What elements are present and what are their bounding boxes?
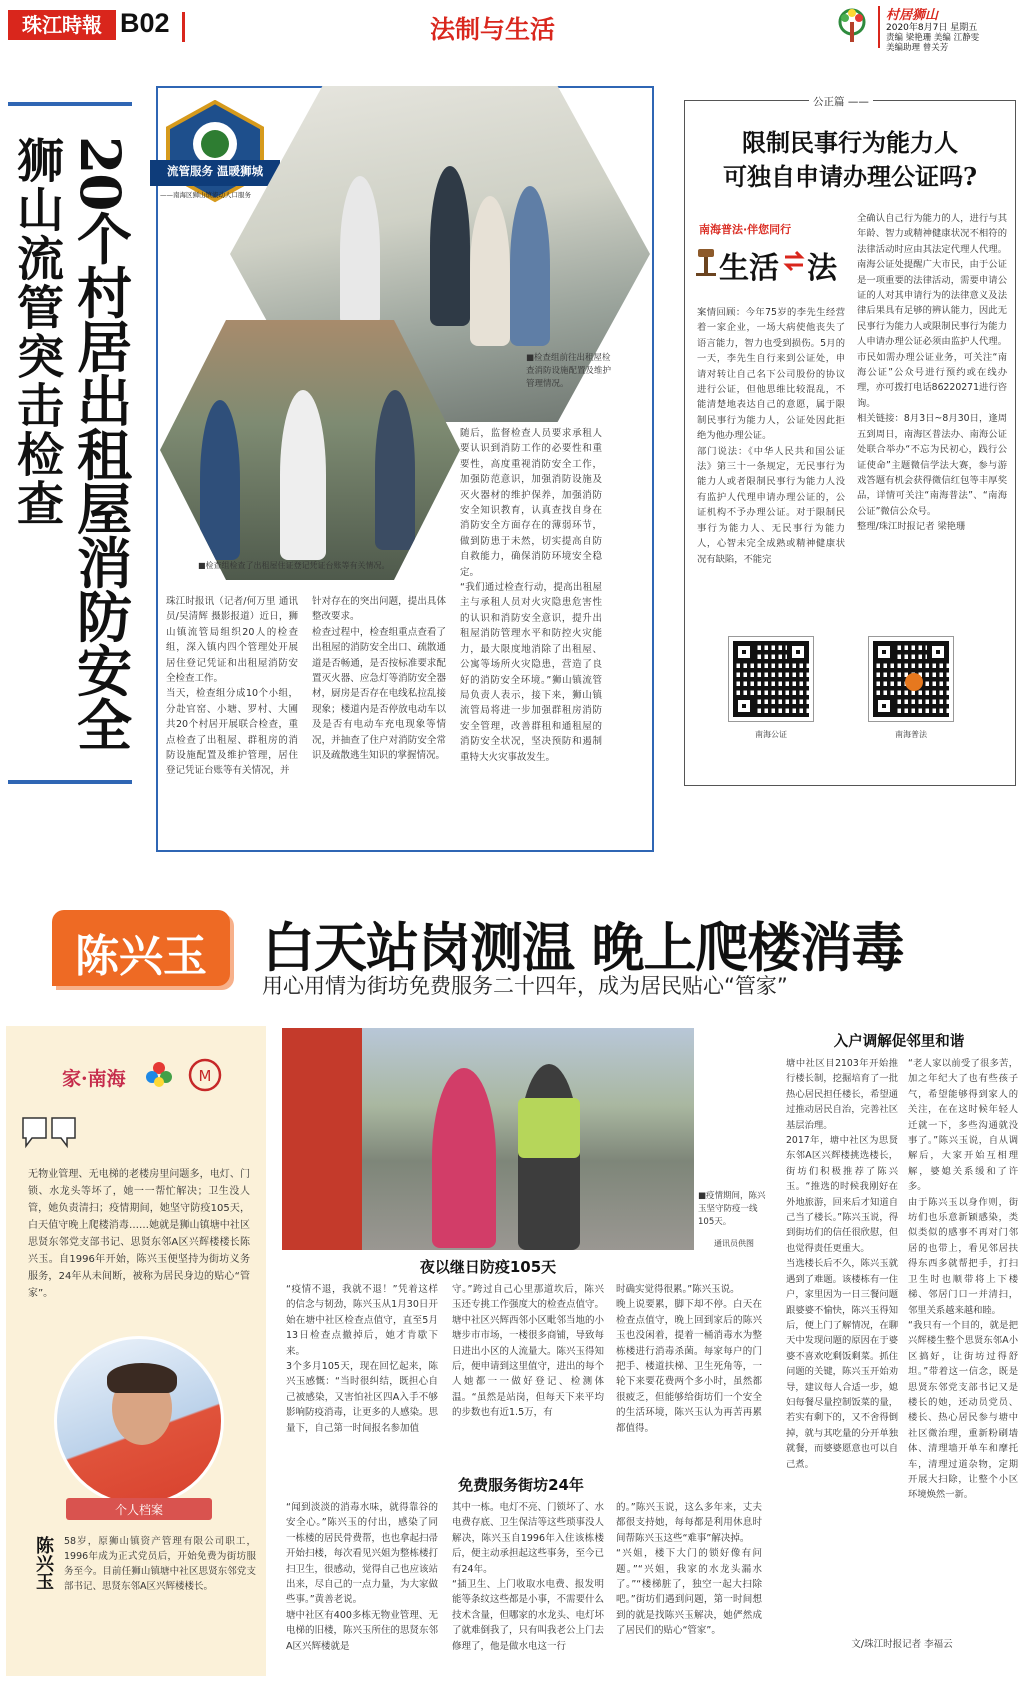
top-story-column-1: 珠江时报讯（记者/何万里 通讯员/吴清辉 摄影报道）近日，狮山镇流管局组织20人的检查组，深入镇内四个管理处开展居住登记凭证和出租屋消防安全检查工作。 当天，检查组分成10个小组，分赴官窑、小塘、罗村、大圃共20个村居开展联合检查，重点检查了出租屋、群租房的消防设施配置及维护管理，居住登记凭证台账等有关情况，并 — [166, 596, 298, 777]
profile-body-4: “闻到淡淡的消毒水味，就得靠谷的安全心。”陈兴玉的付出，感染了同一栋楼的居民骨费帮，也也拿起扫帚开始扫楼，每次看见兴姐为整栋楼打扫卫生，很感动，觉得自己也应该站出来，尽自己的一点力量，为大家做些事。”黄善老说。 塘中社区有400多栋无物业管理、无电梯的旧楼，陈兴玉所住的思贤东邻A区兴辉楼就是 — [286, 1502, 438, 1652]
campaign-badge — [150, 100, 280, 212]
name-tag — [52, 910, 230, 986]
issue-date: 2020年8月7日 星期五 — [886, 23, 978, 33]
photo-caption-1: ■检查组前往出租屋检查消防设施配置及维护管理情况。 — [526, 353, 612, 389]
profile-body-2: 守。”跨过自己心里那道坎后，陈兴玉还专挑工作强度大的检查点值守。 塘中社区兴辉西邻小区毗邻当地的小塘步市市场，一楼很多商铺，导致每日进出小区的人流量大。陈兴玉得知后，便申请到这里值守，进出的每个人她都一一做好登记、检测体温。“虽然是站岗，但每天下来平均的步数也有近1.5万，有 — [452, 1284, 604, 1419]
profile-side-panel — [6, 1026, 266, 1676]
archive-text: 58岁，原狮山镇资产管理有限公司职工，1996年成为正式党员后，开始免费为街坊服务至今。目前任狮山镇塘中社区思贤东邻党支部书记、思贤东邻A区兴辉楼楼长。 — [64, 1536, 256, 1592]
paper-logo: 珠江時報 — [8, 10, 116, 40]
photo-temperature-check — [282, 1028, 694, 1250]
subhead-service: 免费服务街坊24年 — [458, 1476, 584, 1494]
top-story-rule-top — [8, 102, 132, 106]
speech-bubbles-icon — [20, 1114, 80, 1154]
profile-body-5: 其中一栋。电灯不亮、门锁坏了、水电费存底、卫生保洁等这些琐事没人解决，陈兴玉自1996年入住该栋楼后，便主动承担起这些事务，至今已有24年。 “插卫生、上门收取水电费、报发明能等条纹这些都是小事，不需要什么技术含量，但哪家的水龙头、电灯坏了就难倒我了，只有叫我老公上门去修理了，他是做水电这一行 — [452, 1502, 604, 1652]
supplement-name: 村居狮山 — [886, 8, 939, 23]
page-number: B02 — [120, 8, 170, 38]
editor-assistant: 美编助理 曾关芳 — [886, 43, 949, 53]
section-title: 法制与生活 — [430, 15, 556, 44]
svg-text:M: M — [198, 1067, 212, 1085]
photo-caption-temperature: ■疫情期间，陈兴玉坚守防疫一线105天。 — [698, 1191, 766, 1227]
qr-code-law — [869, 637, 953, 721]
top-story-column-3: 随后，监督检查人员要求承租人要认识到消防工作的必要性和重要性，高度重视消防安全工作，加强防范意识，加强消防设施及灭火器材的维护保养，加强消防安全知识教育，认真查找自身在消防安全方面存在的薄弱环节，做到防患于未然，切实提高自防自救能力，确保消防环境安全稳定。 “我们通过检查行动，提高出租屋主与承租人员对火灾隐患危害性的认识和消防安全意识，提升出租屋消防管理水平和防控火灾能力，最大限度地消除了出租屋、公寓等场所火灾隐患，营造了良好的消防安全环境。”狮山镇流管局负责人表示，接下来，狮山镇流管局将进一步加强群租房消防安全管理，改善群租和通租屋的消防安全状况，坚决预防和遏制重特大火灾事故发生。 — [460, 428, 602, 763]
notary-kicker: 公正篇 —— — [809, 94, 873, 109]
archive-name: 陈兴玉 — [33, 1536, 54, 1590]
qr-label-law: 南海普法 — [895, 730, 927, 739]
home-nanhai-logo — [62, 1056, 232, 1098]
profile-intro: 无物业管理、无电梯的老楼房里问题多，电灯、门锁、水龙头等坏了，她一一帮忙解决；卫生没人管，她负责清扫；疫情期间，她坚守防疫105天，白天值守晚上爬楼消毒……她就是狮山镇塘中社区思贤东邻党支部书记、思贤东邻A区兴辉楼楼长陈兴玉。自1996年开始，陈兴玉便坚持为街坊义务服务，24年从未间断，被称为居民身边的贴心“管家”。 — [28, 1169, 250, 1299]
law-logo-main-right: 法 — [807, 251, 837, 286]
masthead-divider-right — [878, 6, 880, 48]
masthead-divider — [182, 12, 185, 42]
notary-box — [684, 96, 1016, 786]
notary-title-1: 限制民事行为能力人 — [742, 128, 958, 157]
masthead — [0, 0, 1024, 52]
badge-title: 流管服务 温暖狮城 — [166, 164, 263, 178]
tree-logo-icon — [832, 6, 872, 46]
photo-caption-2: ■检查组检查了出租屋住证登记凭证台账等有关情况。 — [198, 561, 390, 570]
headline-vertical-main: 20个村居出租屋消防安全 — [68, 136, 133, 751]
top-story-column-2: 针对存在的突出问题，提出具体整改要求。 检查过程中，检查组重点查看了出租屋的消防安全出口、疏散通道是否畅通，是否按标准要求配置灭火器、应急灯等消防安全器材，厨房是否存在电线私拉乱接现象；楼道内是否停放电动车以及是否有电动车充电现象等情况，并抽查了住户对消防安全常识及疏散逃生知识的掌握情况。 — [312, 596, 446, 762]
law-logo-arrow-icon — [783, 249, 805, 273]
notary-column-right: 全确认自己行为能力的人，进行与其年龄、智力或精神健康状况不相符的法律活动时应由其法定代理人代理。南海公证处提醒广大市民，由于公证是一项重要的法律活动，需要申请公证的人对其申请行为的法律意义及法律后果具有足够的辨认能力，因此无民事行为能力人或限制民事行为能力人申请办理公证必须由监护人代理。市民如需办理公证业务，可关注“南海公证”公众号进行预约或在线办理，亦可拨打电话86220271进行咨询。 相关链接：8月3日~8月30日，逢周五到周日，南海区普法办、南海公证处联合举办“不忘为民初心，践行公证使命”主题微信学法大赛，参与游戏答题有机会获得微信红包等丰厚奖品，详情可关注“南海普法”、“南海公证”微信公众号。 整理/珠江时报记者 梁艳珊 — [857, 213, 1007, 533]
name-tag-text: 陈兴玉 — [75, 931, 207, 982]
archive-label: 个人档案 — [114, 1503, 163, 1517]
archive-label-band — [66, 1498, 212, 1520]
qr-code-notary — [729, 637, 813, 721]
home-nanhai-text: 家·南海 — [62, 1068, 126, 1090]
party-emblem-icon — [188, 1058, 222, 1092]
gavel-icon — [695, 245, 717, 277]
profile-headline: 白天站岗测温 晚上爬楼消毒 — [262, 917, 904, 979]
profile-body-6: 的。”陈兴玉说，这么多年来，丈夫都很支持她，每每都是利用休息时间帮陈兴玉这些“难事”解决掉。 “兴姐，楼下大门的锁好像有问题。”“兴姐，我家的水龙头漏水了。”“楼梯脏了，独空一起大扫除吧。”街坊们遇到问题，第一时间想到的就是找陈兴玉解决，她俨然成了居民们的贴心“管家”。 — [616, 1502, 762, 1637]
editors: 责编 梁艳珊 美编 江静雯 — [886, 33, 980, 43]
headline-vertical-small: 狮山流管突击检查 — [9, 136, 64, 528]
qr-label-notary: 南海公证 — [755, 730, 787, 739]
law-column-logo — [695, 221, 843, 297]
top-story-rule-bottom — [8, 780, 132, 784]
flower-logo-icon — [144, 1060, 174, 1090]
profile-subhead: 用心用情为街坊免费服务二十四年，成为居民贴心“管家” — [262, 974, 788, 998]
profile-body-right-1: 塘中社区目2103年开始推行楼长制，挖掘培育了一批热心居民担任楼长，希望通过推动居民自治，完善社区基层治理。 2017年，塘中社区为思贤东邻A区兴辉楼挑选楼长，街坊们积极推荐了陈兴玉。“推选的时候我刚好在外地旅游，回来后才知道自己当了楼长。”陈兴玉说，得到街坊们的信任很欣慰，但也觉得责任更重大。 当选楼长后不久，陈兴玉就遇到了难题。该楼栋有一住户，家里因为一日三餐问题跟婆婆不愉快，陈兴玉得知后，便上门了解情况，在聊天中发现问题的原因在于婆婆不喜欢吃剩饭剩菜。抓住问题的关键，陈兴玉开始劝导，建议每人合适一步，媳妇每餐尽量控制饭菜的量，若实有剩下的，又不舍得倒掉，就与其吃量的分开单独就餐，而婆婆愿意也可以自己煮。 — [786, 1058, 898, 1470]
photo-credit: 通讯员供图 — [714, 1239, 754, 1248]
law-logo-main-left: 生活 — [719, 251, 779, 286]
badge-subtitle: ——南海区狮山镇流动人口服务 — [160, 191, 251, 199]
profile-body-1: “疫情不退，我就不退！”凭着这样的信念与韧劲，陈兴玉从1月30日开始在塘中社区检查点值守，直至5月13日检查点撤掉后，她才肯歇下来。 3个多月105天，现在回忆起来，陈兴玉感慨：“当时很纠结，既担心自己被感染，又害怕社区四A入手不够影响防疫消毒，让更多的人感染。思量下，自己第一时间报名参加值 — [286, 1284, 438, 1434]
law-logo-tagline: 南海普法·伴您同行 — [699, 223, 792, 236]
subhead-epidemic: 夜以继日防疫105天 — [419, 1258, 557, 1276]
subhead-mediation: 入户调解促邻里和谐 — [833, 1034, 965, 1050]
profile-body-3: 时确实觉得很累。”陈兴玉说。 晚上说要累，脚下却不停。白天在检查点值守，晚上回到家后的陈兴玉也没闲着，提着一桶消毒水为整栋楼进行消毒杀菌。每家每户的门把手、楼道扶梯、卫生死角等，一轮下来要花费两个多小时，虽然都很疲乏，但能够给街坊们一个安全的生活环境，陈兴玉认为再苦再累都值得。 — [616, 1284, 762, 1434]
profile-body-right-2: “老人家以前受了很多苦，加之年纪大了也有些孩子气，希望能够得到家人的关注，在在这时候年轻人迁就一下，多些沟通就没事了。”陈兴玉说，自从调解后，大家开始互相理解，婆媳关系缓和了许多。 由于陈兴玉以身作则，街坊们也乐意新颖感染，类似类似的感事不再对门邻居的也带上，看见邻居扶得东西多就帮把手，打扫卫生时也顺带将上下楼梯、邻居门口一并清扫，邻里关系越来越和睦。 “我只有一个目的，就是把兴辉楼生整个思贤东邻A小区搞好，让街坊过得舒坦。”带着这一信念，既是思贤东邻党支部书记又是楼长的她，还动员党员、楼长、热心居民参与塘中社区微治理，重新粉刷墙体、清理墙开单车和摩托车，清理过道杂物，定期开展大扫除，让整个小区环境焕然一新。 — [908, 1058, 1018, 1501]
notary-column-left: 案情回顾：今年75岁的李先生经营着一家企业，一场大病使他丧失了语言能力，智力也受到损伤。5月的一天，李先生自行来到公证处，申请对转让自己名下公司股份的协议进行公证，但他思维比较混乱，不能清楚地表达自己的意愿，属于限制民事行为能力人，公证处因此拒绝为他办理公证。 部门说法：《中华人民共和国公证法》第三十一条规定，无民事行为能力人或者限制民事行为能力人没有监护人代理申请办理公证的，公证机构不予办理公证。对于限制民事行为能力人、无民事行为能力人，心智未完全成熟或精神健康状况有缺陷，不能完 — [697, 307, 845, 565]
profile-byline: 文/珠江时报记者 李福云 — [851, 1639, 953, 1650]
portrait-photo — [54, 1336, 224, 1506]
notary-title-2: 可独自申请办理公证吗? — [722, 162, 978, 191]
